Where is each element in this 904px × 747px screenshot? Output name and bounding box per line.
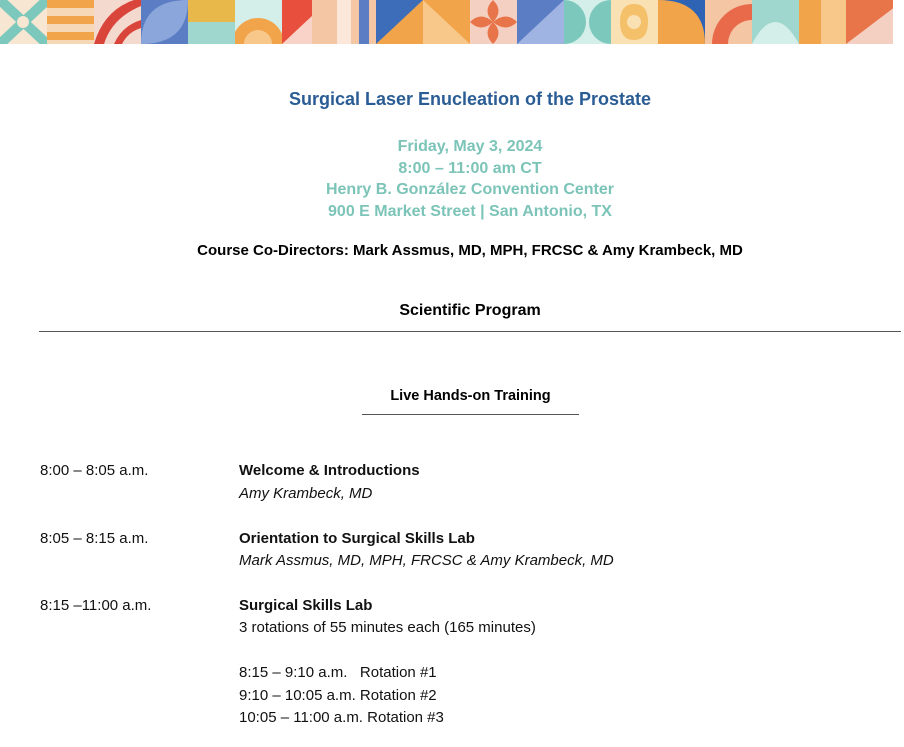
event-date: Friday, May 3, 2024 xyxy=(397,138,543,155)
agenda-time: 8:15 –11:00 a.m. xyxy=(40,597,152,614)
rotation-item: 10:05 – 11:00 a.m. Rotation #3 xyxy=(239,709,444,726)
course-codirectors: Course Co-Directors: Mark Assmus, MD, MPH, FRCSC & Amy Krambeck, MD xyxy=(197,242,743,259)
course-title: Surgical Laser Enucleation of the Prostate xyxy=(288,89,652,109)
agenda-time: 8:00 – 8:05 a.m. xyxy=(40,462,149,479)
agenda-speaker: Mark Assmus, MD, MPH, FRCSC & Amy Krambeck, MD xyxy=(239,552,614,569)
rotation-item: 8:15 – 9:10 a.m. Rotation #1 xyxy=(239,664,437,681)
agenda-detail: 3 rotations of 55 minutes each (165 minutes) xyxy=(239,619,536,636)
section-heading: Scientific Program xyxy=(399,302,541,319)
event-time: 8:00 – 11:00 am CT xyxy=(398,159,542,177)
event-address: 900 E Market Street | San Antonio, TX xyxy=(328,202,612,220)
agenda-title: Welcome & Introductions xyxy=(239,462,420,479)
agenda-time: 8:05 – 8:15 a.m. xyxy=(40,530,149,547)
agenda-title: Orientation to Surgical Skills Lab xyxy=(239,530,475,547)
subsection-heading: Live Hands-on Training xyxy=(390,388,551,404)
agenda-title: Surgical Skills Lab xyxy=(239,597,373,614)
rotation-item: 9:10 – 10:05 a.m. Rotation #2 xyxy=(239,687,437,704)
event-venue: Henry B. González Convention Center xyxy=(325,181,615,199)
agenda-speaker: Amy Krambeck, MD xyxy=(239,485,373,502)
